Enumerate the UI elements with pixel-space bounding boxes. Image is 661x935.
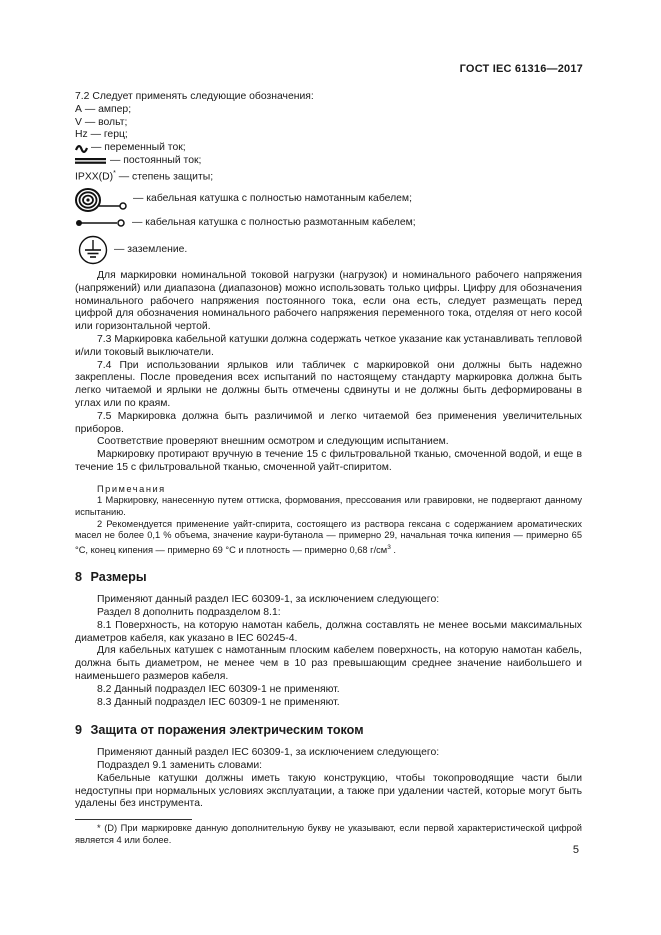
symbol-ac-text: — переменный ток;: [91, 142, 186, 154]
dc-symbol-icon: [75, 157, 107, 165]
earth-ground-icon: [75, 235, 111, 265]
paragraph-rub-test: Маркировку протирают вручную в течение 15 с фильтровальной тканью, смоченной водой, и еще в течение 15 с фильтровальной тканью, смоченной уайт-спиритом.: [75, 449, 582, 473]
symbol-ac-row: [75, 142, 582, 155]
section-9-p1: Применяют данный раздел IEC 60309-1, за исключением следующего:: [97, 747, 440, 759]
symbol-dc-text: — постоянный ток;: [110, 154, 202, 166]
paragraph-7-3: 7.3 Маркировка кабельной катушки должна содержать четкое указание как устанавливать тепловой и/или токовый выключатели.: [75, 334, 582, 358]
clause-7-2-intro: 7.2 Следует применять следующие обозначения:: [75, 91, 314, 102]
section-8-p2: Раздел 8 дополнить подразделом 8.1:: [97, 607, 281, 619]
ipxx-code: IPXX(D): [75, 171, 114, 183]
note-2-superscript: 3: [387, 543, 391, 551]
footnote: * (D) При маркировке данную дополнительную букву не указывают, если первой характеристической цифрой является 4 или более.: [75, 823, 582, 845]
ac-symbol-icon: [75, 145, 88, 153]
footnote-divider: [75, 819, 192, 820]
cable-reel-unwound-icon: [75, 218, 127, 228]
paragraph-7-5: 7.5 Маркировка должна быть различимой и легко читаемой без применения увеличительных приборов.: [75, 410, 582, 435]
paragraph-7-4: 7.4 При использовании ярлыков или табличек с маркировкой они должны быть надежно закреплены. После проведения всех испытаний по настоящему стандарту маркировка должна быть легко читаемой и ярлыки не должны быть отмечены сдвинуты и не должны быть деформированы в углах или по краям.: [75, 359, 582, 410]
symbol-earth-text: — заземление.: [114, 243, 188, 255]
ipxx-desc: — степень защиты;: [115, 171, 214, 183]
note-2: [75, 519, 582, 557]
section-9-title: Защита от поражения электрическим током: [90, 723, 364, 738]
symbol-ipxx: [75, 168, 582, 184]
section-8-p5: 8.2 Данный подраздел IEC 60309-1 не применяют.: [97, 683, 340, 695]
symbol-reel-wound-text: — кабельная катушка с полностью намотанным кабелем;: [133, 193, 412, 205]
symbol-volt: V — вольт;: [75, 116, 128, 128]
section-8-p4: Для кабельных катушек с намотанным плоским кабелем поверхность, на которую намотан кабель, должна быть диаметром, не менее чем в 10 раз превышающим среднее значение наибольшего и наименьшего размеров кабеля.: [75, 645, 582, 683]
section-8-heading: [75, 571, 582, 584]
note-2-text: 2 Рекомендуется применение уайт-спирита, состоящего из раствора гексана с содержанием ароматических масел не более 0,1 % объема, значение каури-бутанола — примерно 29, начальная точка кипения — примерно 65 °С, конец кипения — примерно 69 °С и плотность — примерно 0,68 г/см: [75, 518, 582, 555]
section-8-p1: Применяют данный раздел IEC 60309-1, за исключением следующего:: [97, 594, 440, 606]
ipxx-footnote-mark: *: [113, 169, 116, 177]
section-8-title: Размеры: [90, 570, 147, 585]
document-code: ГОСТ IEC 61316—2017: [459, 63, 583, 75]
section-9-p2: Подраздел 9.1 заменить словами:: [97, 760, 263, 772]
notes-title: Примечания: [97, 483, 166, 494]
symbol-reel-unwound-text: — кабельная катушка с полностью размотанным кабелем;: [132, 216, 416, 228]
section-8-number: 8: [75, 570, 83, 585]
symbol-hertz: Hz — герц;: [75, 129, 128, 141]
symbol-ampere: А — ампер;: [75, 103, 132, 115]
note-1: 1 Маркировку, нанесенную путем оттиска, формования, прессования или гравировки, не подвергают данному испытанию.: [75, 495, 582, 517]
note-2-end: .: [390, 544, 396, 555]
document-body: [75, 91, 582, 846]
section-8-p3: 8.1 Поверхность, на которую намотан кабель, должна составлять не менее восьми максимальных диаметров кабеля, как указано в IEC 60245-4.: [75, 619, 582, 644]
section-9-heading: [75, 724, 582, 737]
paragraph-7-2-digits: Для маркировки номинальной токовой нагрузки (нагрузок) и номинального рабочего напряжения (напряжений) или диапазона (диапазонов) можно использовать только цифры. Цифру для обозначения номинального рабочего напряжения постоянного тока, если она есть, следует размещать перед цифрой для обозначения номинального рабочего напряжения переменного тока, отделяя от него косой или горизонтальной чертой.: [75, 270, 582, 333]
section-9-p3: Кабельные катушки должны иметь такую конструкцию, чтобы токопроводящие части были недоступны при нормальных условиях эксплуатации, а также при удалении частей, которые могут быть удалены без инструмента.: [75, 772, 582, 810]
symbol-earth-row: [75, 235, 582, 265]
section-9-number: 9: [75, 723, 83, 738]
symbol-dc-row: [75, 155, 582, 168]
section-8-p6: 8.3 Данный подраздел IEC 60309-1 не применяют.: [97, 696, 340, 708]
page-number: 5: [572, 844, 579, 856]
paragraph-compliance-check: Соответствие проверяют внешним осмотром и следующим испытанием.: [97, 436, 449, 448]
cable-reel-wound-icon: [75, 188, 129, 212]
symbol-reel-wound-row: [75, 187, 582, 212]
notes-block: [75, 484, 582, 557]
symbol-reel-unwound-row: [75, 215, 582, 231]
